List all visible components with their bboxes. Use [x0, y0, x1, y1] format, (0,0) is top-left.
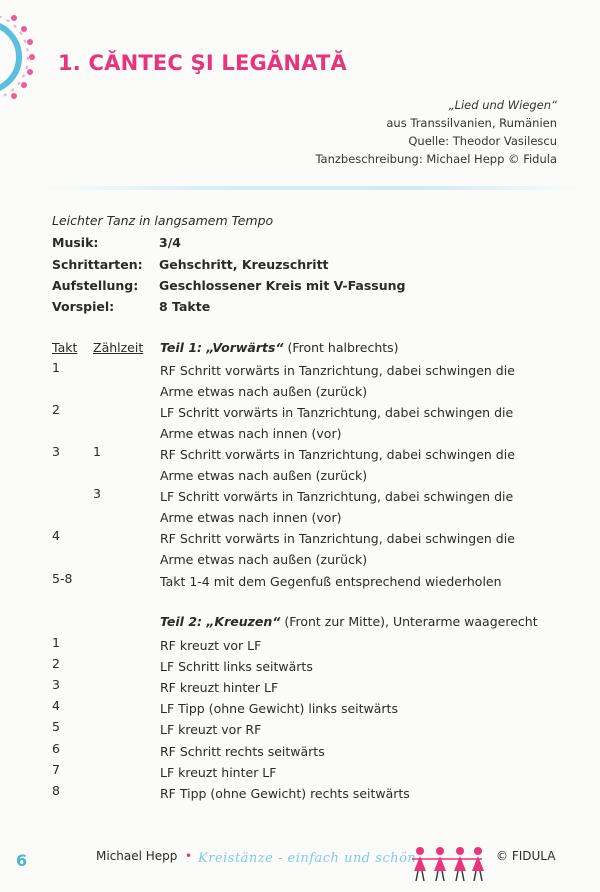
step-description: LF Schritt links seitwärts [160, 659, 313, 674]
page-number: 6 [16, 851, 28, 870]
step-description: LF kreuzt vor RF [160, 722, 262, 737]
part1-title: Teil 1: „Vorwärts“ [160, 340, 284, 355]
meta-value: 3/4 [159, 235, 181, 250]
zaehlzeit-cell: 1 [93, 444, 101, 459]
dancers-illustration-icon [408, 843, 486, 883]
meta-key: Schrittarten: [52, 257, 143, 272]
column-header-takt: Takt [52, 340, 78, 355]
step-description: RF Schritt vorwärts in Tanzrichtung, dabei schwingen die Arme etwas nach außen (zurück) [160, 363, 515, 399]
step-description: LF Schritt vorwärts in Tanzrichtung, dabei schwingen die Arme etwas nach innen (vor) [160, 489, 514, 525]
dance-description-credit: Tanzbeschreibung: Michael Hepp © Fidula [315, 152, 557, 166]
takt-cell: 4 [52, 528, 60, 543]
takt-cell: 4 [52, 698, 60, 713]
step-description: RF Tipp (ohne Gewicht) rechts seitwärts [160, 786, 410, 801]
header-divider [40, 186, 580, 190]
step-description: RF Schritt vorwärts in Tanzrichtung, dabei schwingen die Arme etwas nach außen (zurück) [160, 447, 515, 483]
step-description: LF Schritt vorwärts in Tanzrichtung, dabei schwingen die Arme etwas nach innen (vor) [160, 405, 514, 441]
takt-cell: 3 [52, 444, 60, 459]
source-block [315, 96, 557, 168]
page-title: 1. CĂNTEC ŞI LEGĂNATĂ [58, 51, 347, 75]
part2-title: Teil 2: „Kreuzen“ [160, 614, 281, 629]
zaehlzeit-cell: 3 [93, 486, 101, 501]
takt-cell: 6 [52, 741, 60, 756]
step-description: LF kreuzt hinter LF [160, 765, 277, 780]
meta-key: Musik: [52, 235, 99, 250]
step-description: LF Tipp (ohne Gewicht) links seitwärts [160, 701, 398, 716]
intro-text: Leichter Tanz in langsamem Tempo [52, 213, 274, 228]
takt-cell: 3 [52, 677, 60, 692]
series-title: Kreistänze - einfach und schön [198, 851, 417, 866]
decorative-circle-ornament [0, 2, 40, 112]
takt-cell: 2 [52, 656, 60, 671]
step-description: RF Schritt vorwärts in Tanzrichtung, dabei schwingen die Arme etwas nach außen (zurück) [160, 531, 515, 567]
meta-value: Geschlossener Kreis mit V-Fassung [159, 278, 406, 293]
column-header-zaehlzeit [93, 340, 143, 355]
takt-cell: 1 [52, 635, 60, 650]
takt-cell: 1 [52, 360, 60, 375]
takt-cell: 7 [52, 762, 60, 777]
step-description: RF Schritt rechts seitwärts [160, 744, 325, 759]
takt-cell: 8 [52, 783, 60, 798]
step-description: RF kreuzt hinter LF [160, 680, 279, 695]
part1-note: (Front halbrechts) [283, 340, 399, 355]
meta-value: 8 Takte [159, 299, 211, 314]
part2-note: (Front zur Mitte), Unterarme waagerecht [280, 614, 538, 629]
takt-cell: 5 [52, 719, 60, 734]
footer-author: Michael Hepp [96, 849, 178, 863]
meta-value: Gehschritt, Kreuzschritt [159, 257, 329, 272]
meta-key: Vorspiel: [52, 299, 115, 314]
takt-cell: 5-8 [52, 571, 73, 586]
publisher: © FIDULA [496, 849, 556, 863]
column-header-zaehlzeit-label: Zählzeit [93, 340, 144, 355]
part1-heading [160, 340, 399, 355]
source-line: Quelle: Theodor Vasilescu [408, 134, 557, 148]
step-description: Takt 1-4 mit dem Gegenfuß entsprechend wiederholen [160, 574, 502, 589]
footer-separator: • [185, 849, 193, 863]
step-description: RF kreuzt vor LF [160, 638, 262, 653]
origin-line: aus Transsilvanien, Rumänien [386, 116, 557, 130]
song-subtitle: „Lied und Wiegen“ [448, 98, 557, 112]
part2-heading [160, 614, 538, 629]
takt-cell: 2 [52, 402, 60, 417]
meta-key: Aufstellung: [52, 278, 139, 293]
